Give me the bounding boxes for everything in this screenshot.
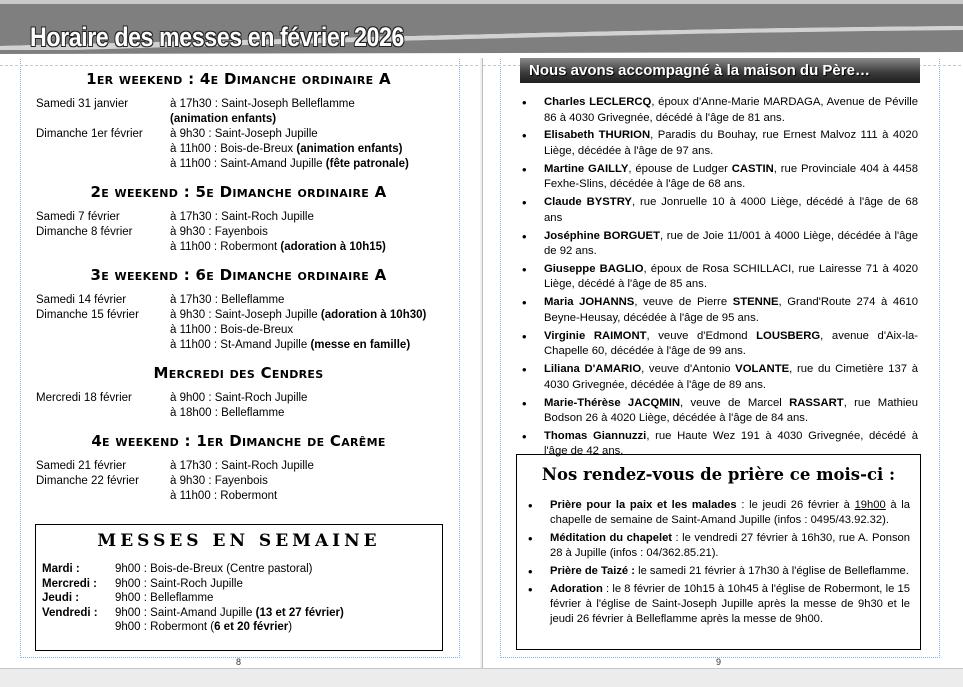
header-guide-left xyxy=(0,65,478,66)
schedule-note: (adoration à 10h15) xyxy=(280,241,386,253)
obituary-header: Nous avons accompagné à la maison du Père… xyxy=(520,58,920,83)
schedule-row xyxy=(36,323,441,338)
schedule-mass: à 11h00 : St-Amand Jupille xyxy=(170,339,311,351)
deceased-name: Joséphine BORGUET xyxy=(544,229,660,242)
prayer-box xyxy=(516,454,921,650)
obituary-text: , rue Jonruelle 10 à 4000 Liège, décédé à l'âge de 68 ans xyxy=(544,196,918,224)
deceased-name: Virginie RAIMONT xyxy=(544,329,647,342)
obituary-text: , rue de Joie 11/001 à 4000 Liège, décédée à l'âge de 92 ans. xyxy=(544,229,918,258)
prayer-item xyxy=(525,531,910,561)
schedule-mass: à 17h30 : Saint-Roch Jupille xyxy=(170,460,314,472)
schedule-row xyxy=(36,308,441,323)
schedule-day: Dimanche 22 février xyxy=(36,475,139,487)
page-title: Horaire des messes en février 2026 xyxy=(30,22,404,52)
prayer-title: Nos rendez-vous de prière ce mois-ci : xyxy=(541,465,896,484)
spouse-name: CASTIN xyxy=(731,162,774,175)
schedule-day xyxy=(36,489,170,504)
schedule-mass: à 17h30 : Belleflamme xyxy=(170,294,285,306)
obituary-text-end: , avenue d'Aix-la-Chapelle 60, décédée à l'âge de 99 ans. xyxy=(544,329,919,358)
schedule-row xyxy=(36,225,441,240)
section-title: Mercredi des Cendres xyxy=(153,364,324,382)
prayer-item xyxy=(525,564,910,579)
weekday-row xyxy=(42,562,442,577)
obituary-text: , veuve d'Antonio xyxy=(641,363,736,376)
obituary-text: , Paradis du Bouhay, rue Ernest Malvoz 111 à 4020 Liège, décédée à l'âge de 97 ans. xyxy=(544,129,918,157)
obituary-text: , rue Haute Wez 191 à 4030 Grivegnée, décédé à l'âge de 42 ans. xyxy=(544,429,918,458)
obituary-item xyxy=(520,162,918,193)
obituary-item xyxy=(520,195,918,226)
prayer-text: : le jeudi 26 février à xyxy=(736,499,855,511)
obituary-text: , veuve de Pierre xyxy=(634,296,733,309)
prayer-list xyxy=(525,498,910,627)
weekday-row xyxy=(42,591,442,606)
deceased-name: Giuseppe BAGLIO xyxy=(544,262,644,275)
schedule-mass: à 11h00 : Robermont xyxy=(170,241,281,253)
schedule-day xyxy=(36,157,170,172)
prayer-text: : le 8 février de 10h15 à 10h45 à l'église de Robermont, le 15 février à l'église de Saint-Joseph Jupille après la messe de 9h30 et le jeudi 26 février à Belleflamme après la messe de 9h00. xyxy=(550,583,910,625)
title-banner xyxy=(0,0,963,58)
obituary-item xyxy=(520,229,918,260)
weekday-mass: 9h00 : Saint-Amand Jupille xyxy=(115,606,256,619)
schedule-day: Samedi 31 janvier xyxy=(36,98,129,110)
mass-schedule xyxy=(36,68,441,513)
weekday-row xyxy=(42,606,442,621)
obituary-item xyxy=(520,128,918,159)
obituary-text: , veuve d'Edmond xyxy=(646,329,757,342)
prayer-label: Adoration xyxy=(550,583,603,595)
prayer-label: Méditation du chapelet xyxy=(550,532,673,544)
weekday-note: (13 et 27 février) xyxy=(255,606,344,619)
deceased-name: Martine GAILLY xyxy=(544,162,629,175)
schedule-note: (adoration à 10h30) xyxy=(320,309,427,321)
obituary-list xyxy=(520,95,918,462)
schedule-mass: à 9h30 : Fayenbois xyxy=(170,475,268,487)
bottom-strip xyxy=(0,668,963,687)
spouse-name: RASSART xyxy=(789,396,844,409)
schedule-row xyxy=(36,489,441,504)
schedule-mass: à 11h00 : Saint-Amand Jupille xyxy=(170,158,326,170)
schedule-day: Samedi 7 février xyxy=(36,211,120,223)
schedule-row xyxy=(36,97,441,112)
schedule-row xyxy=(36,142,441,157)
schedule-mass: à 9h30 : Fayenbois xyxy=(170,226,268,238)
schedule-day: Dimanche 8 février xyxy=(36,226,133,238)
deceased-name: Marie-Thérèse JACQMIN xyxy=(544,396,681,409)
schedule-row xyxy=(36,338,441,353)
section-title: 1er weekend : 4e Dimanche ordinaire A xyxy=(86,70,391,88)
obituary-item xyxy=(520,362,918,393)
schedule-mass: à 9h30 : Saint-Joseph Jupille xyxy=(170,128,318,140)
deceased-name: Charles LECLERCQ xyxy=(544,96,652,108)
obituary-item xyxy=(520,262,918,293)
prayer-item xyxy=(525,498,910,528)
spouse-name: LOUSBERG xyxy=(756,329,821,342)
weekday-mass: 9h00 : Belleflamme xyxy=(115,592,214,604)
weekday-label: Jeudi : xyxy=(42,592,80,604)
section-weekend-4 xyxy=(36,430,441,504)
schedule-day: Mercredi 18 février xyxy=(36,392,132,404)
obituary-text-end: , rue Mathieu Bodson 26 à 4020 Liège, décédée à l'âge de 84 ans. xyxy=(544,396,918,425)
schedule-row xyxy=(36,474,441,489)
weekday-mass: 9h00 : Robermont ( xyxy=(115,621,215,633)
schedule-row xyxy=(36,293,441,308)
schedule-day: Dimanche 15 février xyxy=(36,309,139,321)
schedule-row xyxy=(36,459,441,474)
schedule-note: (animation enfants) xyxy=(170,113,277,125)
weekday-note-end: ) xyxy=(288,621,293,633)
prayer-text: le samedi 21 février à 17h30 à l'église de Belleflamme. xyxy=(634,565,909,577)
obituary-text: , épouse de Ludger xyxy=(628,162,732,175)
deceased-name: Claude BYSTRY xyxy=(544,196,632,209)
schedule-day xyxy=(36,142,170,157)
schedule-day: Samedi 14 février xyxy=(36,294,127,306)
obituary-text-end: , rue du Cimetière 137 à 4030 Grivegnée, décédée à l'âge de 89 ans. xyxy=(544,363,918,391)
deceased-name: Liliana D'AMARIO xyxy=(544,363,642,376)
schedule-day xyxy=(36,338,170,353)
prayer-label: Prière de Taizé : xyxy=(550,565,635,577)
weekday-masses-box xyxy=(35,524,443,651)
spouse-name: STENNE xyxy=(732,296,779,309)
schedule-mass: à 11h00 : Bois-de-Breux xyxy=(170,324,294,336)
schedule-mass: à 18h00 : Belleflamme xyxy=(170,407,285,419)
deceased-name: Elisabeth THURION xyxy=(544,129,651,142)
schedule-day xyxy=(36,323,170,338)
schedule-row xyxy=(36,210,441,225)
schedule-row xyxy=(36,406,441,421)
weekday-row xyxy=(42,577,442,592)
deceased-name: Maria JOHANNS xyxy=(544,296,635,309)
obituary-text-end: , Grand'Route 274 à 4610 Beyne-Heusay, décédée à l'âge de 95 ans. xyxy=(544,296,918,324)
section-title: 2e weekend : 5e Dimanche ordinaire A xyxy=(90,183,387,201)
weekday-label: Mercredi : xyxy=(42,577,97,590)
schedule-row xyxy=(36,127,441,142)
obituary-text: , époux d'Anne-Marie MARDAGA, Avenue de Péville 86 à 4030 Grivegnée, décédé à l'âge de 81 ans. xyxy=(544,96,919,124)
schedule-mass: à 9h00 : Saint-Roch Jupille xyxy=(170,392,308,404)
weekday-note: 6 et 20 février xyxy=(214,621,289,633)
spouse-name: VOLANTE xyxy=(735,363,790,376)
schedule-note: (animation enfants) xyxy=(296,143,403,155)
obituary-text: , veuve de Marcel xyxy=(680,396,790,409)
schedule-mass: à 17h30 : Saint-Roch Jupille xyxy=(170,211,314,223)
weekday-mass: 9h00 : Bois-de-Breux (Centre pastoral) xyxy=(115,563,313,575)
section-ash-wednesday xyxy=(36,362,441,421)
obituary-item xyxy=(520,95,918,126)
weekday-row xyxy=(42,620,442,635)
weekday-label: Mardi : xyxy=(42,563,80,575)
obituary-text: , époux de Rosa SCHILLACI, rue Lairesse 71 à 4020 Liège, décédé à l'âge de 85 ans. xyxy=(544,262,918,291)
weekday-mass: 9h00 : Saint-Roch Jupille xyxy=(115,577,243,590)
section-weekend-1 xyxy=(36,68,441,172)
section-title: 3e weekend : 6e Dimanche ordinaire A xyxy=(90,266,387,284)
prayer-text-end: à la chapelle de semaine de Saint-Amand Jupille (infos : 0495/43.92.32). xyxy=(550,499,910,526)
schedule-row xyxy=(36,391,441,406)
schedule-mass: à 11h00 : Bois-de-Breux xyxy=(170,143,297,155)
page-number-left: 8 xyxy=(236,657,242,667)
schedule-day xyxy=(36,406,170,421)
deceased-name: Thomas Giannuzzi xyxy=(544,429,647,442)
weekday-label: Vendredi : xyxy=(42,606,98,619)
weekday-label xyxy=(42,620,115,635)
prayer-time-underlined: 19h00 xyxy=(854,499,886,511)
schedule-note: (fête patronale) xyxy=(325,158,409,170)
schedule-day: Dimanche 1er février xyxy=(36,128,143,140)
schedule-day xyxy=(36,112,170,127)
page-number-right: 9 xyxy=(716,657,722,667)
schedule-mass: à 11h00 : Robermont xyxy=(170,490,278,502)
prayer-item xyxy=(525,582,910,627)
schedule-day xyxy=(36,240,170,255)
obituary-item xyxy=(520,295,918,326)
prayer-label: Prière pour la paix et les malades xyxy=(550,499,737,511)
obituary-item xyxy=(520,396,918,427)
obituary-text-end: , rue Provinciale 404 à 4458 Fexhe-Slins, décédée à l'âge de 68 ans. xyxy=(544,162,918,191)
schedule-mass: à 17h30 : Saint-Joseph Belleflamme xyxy=(170,98,355,110)
weekday-masses-title: MESSES EN SEMAINE xyxy=(97,531,381,551)
schedule-row xyxy=(36,240,441,255)
schedule-mass: à 9h30 : Saint-Joseph Jupille xyxy=(170,309,321,321)
section-title: 4e weekend : 1er Dimanche de Carême xyxy=(91,432,386,450)
schedule-note: (messe en famille) xyxy=(310,339,411,351)
schedule-row xyxy=(36,112,441,127)
section-weekend-2 xyxy=(36,181,441,255)
obituary-item xyxy=(520,329,918,360)
prayer-text: : le vendredi 27 février à 16h30, rue A. Ponson 28 à Jupille (infos : 04/362.85.21). xyxy=(550,532,910,559)
section-weekend-3 xyxy=(36,264,441,353)
schedule-day: Samedi 21 février xyxy=(36,460,127,472)
schedule-row xyxy=(36,157,441,172)
